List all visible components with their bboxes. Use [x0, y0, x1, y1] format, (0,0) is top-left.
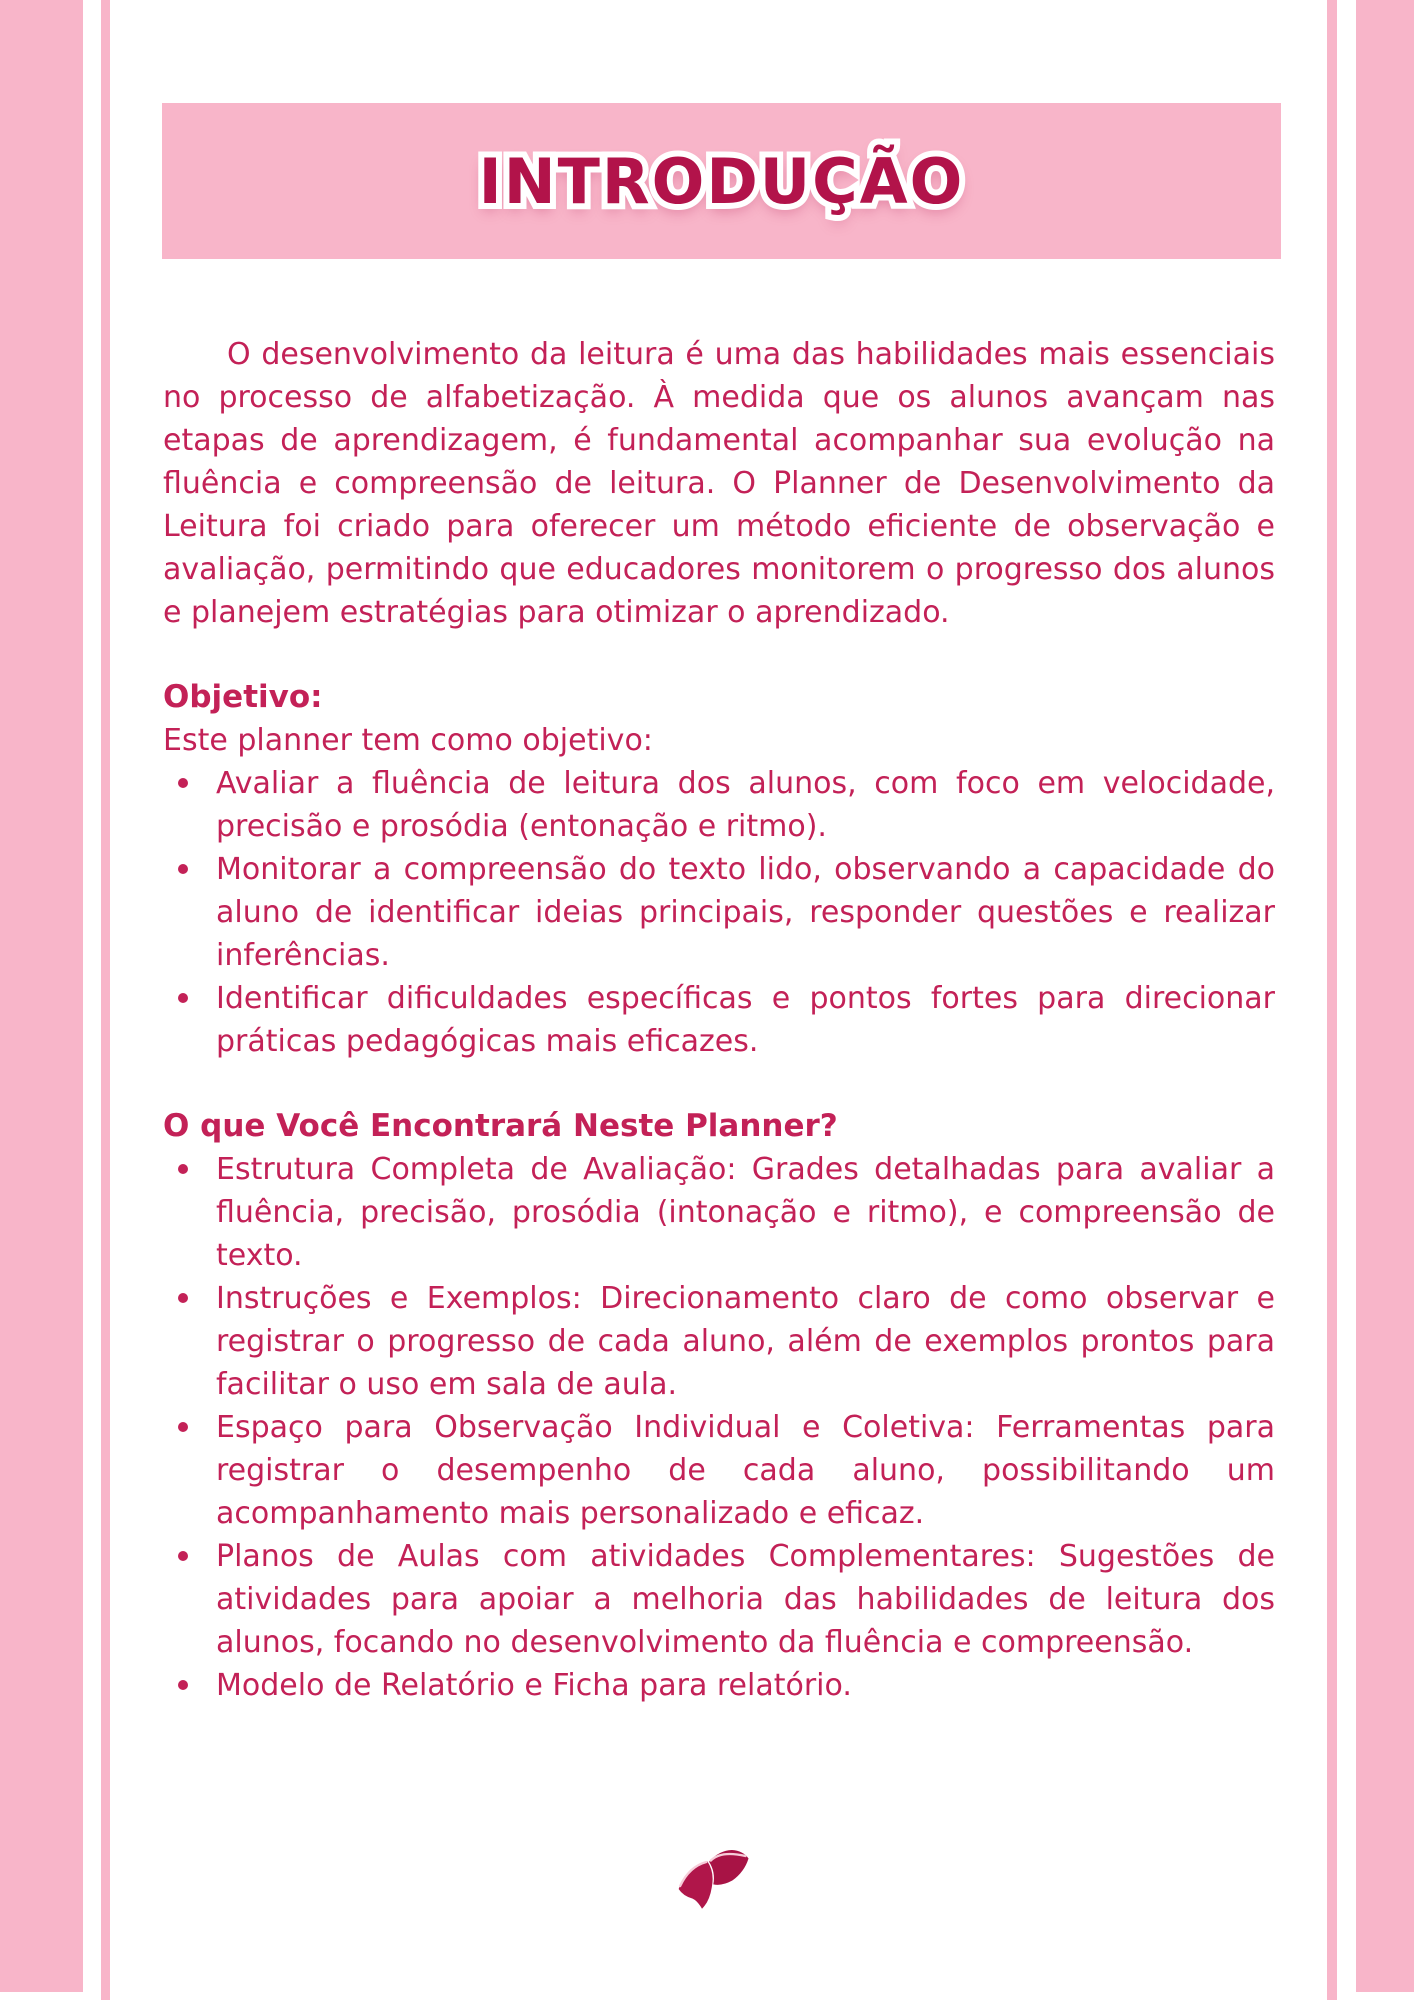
- list-item: Espaço para Observação Individual e Coletiva: Ferramentas para registrar o desempenho de cada aluno, possibilitando um acompanhamento mais personalizado e eficaz.: [163, 1406, 1275, 1535]
- list-item: Monitorar a compreensão do texto lido, observando a capacidade do aluno de identificar ideias principais, responder questões e realizar inferências.: [163, 848, 1275, 977]
- main-content: [163, 333, 1275, 1707]
- list-item: Estrutura Completa de Avaliação: Grades detalhadas para avaliar a fluência, precisão, prosódia (intonação e ritmo), e compreensão de texto.: [163, 1148, 1275, 1277]
- contents-section: [163, 1105, 1275, 1707]
- objective-intro: Este planner tem como objetivo:: [163, 723, 653, 758]
- list-item: Planos de Aulas com atividades Complementares: Sugestões de atividades para apoiar a melhoria das habilidades de leitura dos alunos, focando no desenvolvimento da fluência e compreensão.: [163, 1535, 1275, 1664]
- objective-section: [163, 676, 1275, 1063]
- right-border-bar: [1356, 0, 1414, 1992]
- open-book-icon: [665, 1850, 757, 1910]
- list-item: Modelo de Relatório e Ficha para relatório.: [163, 1664, 1275, 1707]
- contents-bullet-list: [163, 1148, 1275, 1707]
- list-item: Avaliar a fluência de leitura dos alunos, com foco em velocidade, precisão e prosódia (entonação e ritmo).: [163, 762, 1275, 848]
- contents-heading: O que Você Encontrará Neste Planner?: [163, 1108, 838, 1144]
- intro-paragraph: O desenvolvimento da leitura é uma das habilidades mais essenciais no processo de alfabetização. À medida que os alunos avançam nas etapas de aprendizagem, é fundamental acompanhar sua evolução na fluência e compreensão de leitura. O Planner de Desenvolvimento da Leitura foi criado para oferecer um método eficiente de observação e avaliação, permitindo que educadores monitorem o progresso dos alunos e planejem estratégias para otimizar o aprendizado.: [163, 337, 1275, 630]
- right-border-stripe: [1327, 0, 1337, 2000]
- left-border-bar: [0, 0, 83, 1992]
- list-item: Instruções e Exemplos: Direcionamento claro de como observar e registrar o progresso de cada aluno, além de exemplos prontos para facilitar o uso em sala de aula.: [163, 1277, 1275, 1406]
- objective-heading: Objetivo:: [163, 679, 323, 715]
- left-border-stripe: [101, 0, 110, 2000]
- list-item: Identificar dificuldades específicas e pontos fortes para direcionar práticas pedagógicas mais eficazes.: [163, 977, 1275, 1063]
- objective-bullet-list: [163, 762, 1275, 1063]
- page-title: INTRODUÇÃO INTRODUÇÃO: [479, 145, 965, 218]
- header-banner: [162, 103, 1281, 259]
